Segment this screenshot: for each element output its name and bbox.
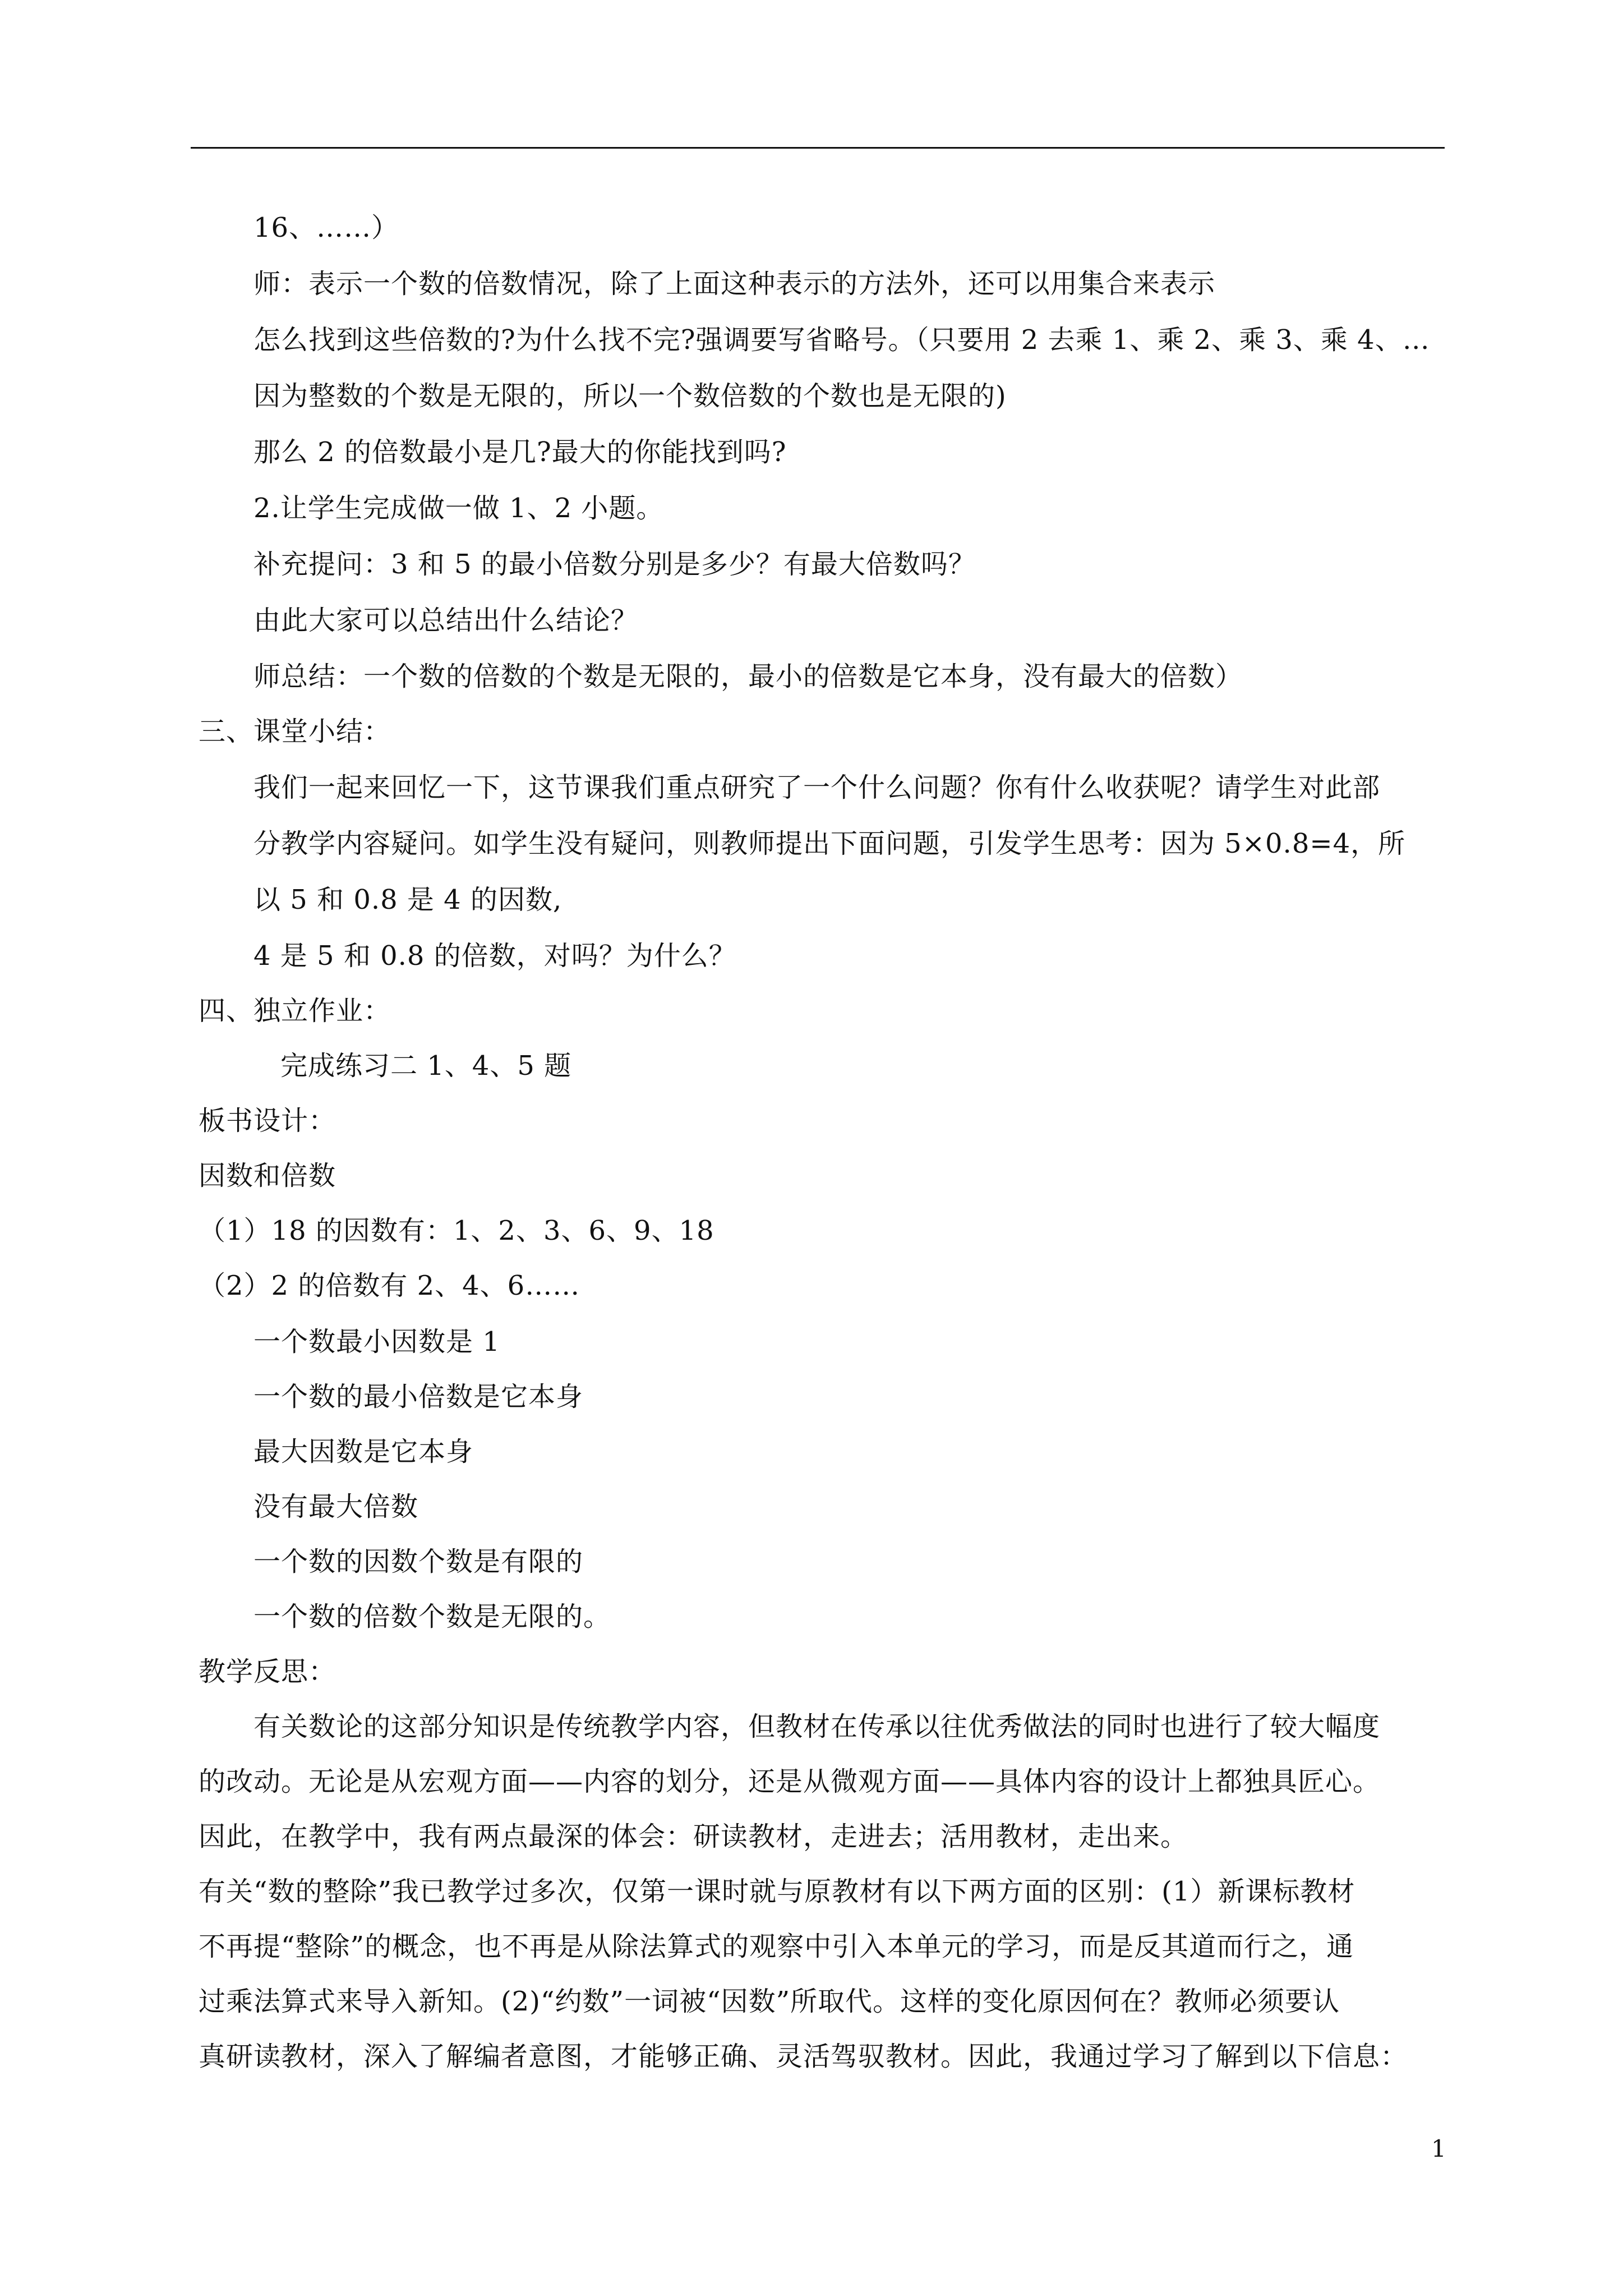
text-line: 过乘法算式来导入新知。(2)“约数”一词被“因数”所取代。这样的变化原因何在？教师必须要认 bbox=[199, 1986, 1340, 2017]
text-line: 的改动。无论是从宏观方面——内容的划分，还是从微观方面——具体内容的设计上都独具匠心。 bbox=[199, 1766, 1381, 1797]
text-line: 完成练习二 1、4、5 题 bbox=[280, 1050, 572, 1082]
text-line: 16、……） bbox=[253, 212, 399, 243]
text-line: 不再提“整除”的概念，也不再是从除法算式的观察中引入本单元的学习，而是反其道而行之，通 bbox=[199, 1931, 1354, 1962]
text-line: 因数和倍数 bbox=[199, 1160, 336, 1191]
section-heading: 板书设计： bbox=[199, 1105, 336, 1137]
text-line: 那么 2 的倍数最小是几?最大的你能找到吗? bbox=[253, 436, 787, 468]
text-line: 补充提问：3 和 5 的最小倍数分别是多少？有最大倍数吗？ bbox=[253, 549, 976, 580]
text-line: （2）2 的倍数有 2、4、6…… bbox=[199, 1270, 580, 1301]
section-heading: 三、课堂小结： bbox=[199, 716, 391, 747]
text-line: 真研读教材，深入了解编者意图，才能够正确、灵活驾驭教材。因此，我通过学习了解到以下信息： bbox=[199, 2041, 1408, 2072]
text-line: 没有最大倍数 bbox=[253, 1491, 419, 1522]
text-line: 有关数论的这部分知识是传统教学内容，但教材在传承以往优秀做法的同时也进行了较大幅度 bbox=[253, 1711, 1381, 1742]
text-line: 因为整数的个数是无限的，所以一个数倍数的个数也是无限的) bbox=[253, 380, 1007, 412]
text-line: 以 5 和 0.8 是 4 的因数, bbox=[253, 884, 562, 915]
text-line: 最大因数是它本身 bbox=[253, 1436, 474, 1467]
text-line: （1）18 的因数有：1、2、3、6、9、18 bbox=[199, 1215, 714, 1246]
section-heading: 教学反思： bbox=[199, 1656, 336, 1687]
text-line: 4 是 5 和 0.8 的倍数，对吗？为什么？ bbox=[253, 940, 736, 972]
text-line: 分教学内容疑问。如学生没有疑问，则教师提出下面问题，引发学生思考：因为 5×0.8=4，所 bbox=[253, 828, 1406, 859]
text-line: 一个数的倍数个数是无限的。 bbox=[253, 1601, 611, 1632]
text-line: 师总结：一个数的倍数的个数是无限的，最小的倍数是它本身，没有最大的倍数） bbox=[253, 661, 1243, 692]
page-number: 1 bbox=[1431, 2135, 1446, 2162]
text-line: 怎么找到这些倍数的?为什么找不完?强调要写省略号。（只要用 2 去乘 1、乘 2、乘 3、乘 4、… bbox=[253, 324, 1430, 356]
text-line: 师：表示一个数的倍数情况，除了上面这种表示的方法外，还可以用集合来表示 bbox=[253, 268, 1216, 300]
text-line: 2.让学生完成做一做 1、2 小题。 bbox=[253, 493, 664, 524]
text-line: 一个数的因数个数是有限的 bbox=[253, 1546, 584, 1577]
text-line: 由此大家可以总结出什么结论？ bbox=[253, 605, 639, 636]
header-rule bbox=[191, 147, 1445, 149]
text-line: 我们一起来回忆一下，这节课我们重点研究了一个什么问题？你有什么收获呢？请学生对此部 bbox=[253, 772, 1381, 803]
text-line: 一个数最小因数是 1 bbox=[253, 1326, 500, 1358]
text-line: 有关“数的整除”我已教学过多次，仅第一课时就与原教材有以下两方面的区别：(1）新课标教材 bbox=[199, 1876, 1355, 1907]
text-line: 一个数的最小倍数是它本身 bbox=[253, 1381, 584, 1412]
section-heading: 四、独立作业： bbox=[199, 995, 391, 1027]
text-line: 因此，在教学中，我有两点最深的体会：研读教材，走进去；活用教材，走出来。 bbox=[199, 1821, 1188, 1852]
